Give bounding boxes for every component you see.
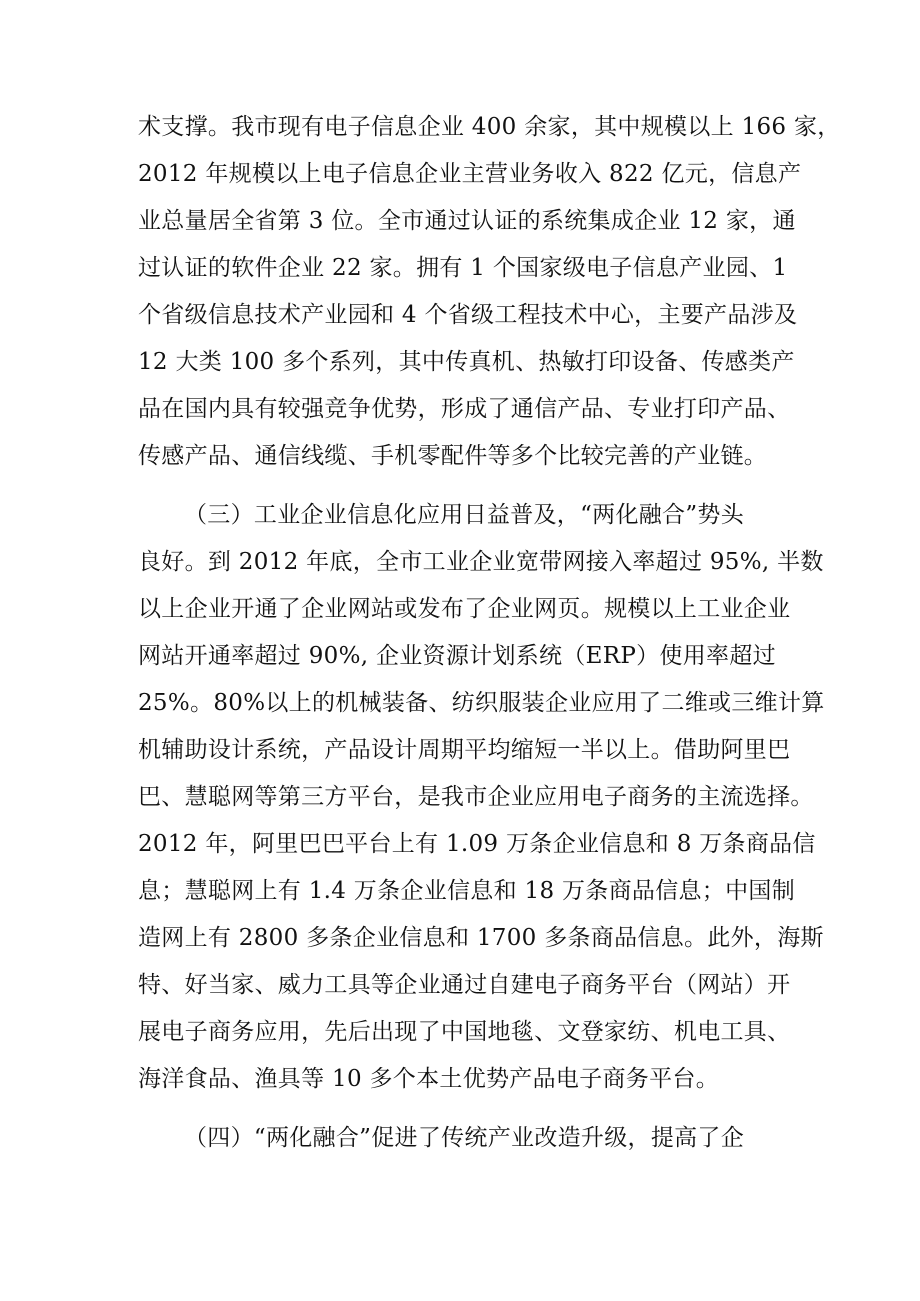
text-line: 特、好当家、威力工具等企业通过自建电子商务平台（网站）开 [138, 972, 791, 998]
text-line: 业总量居全省第 3 位。全市通过认证的系统集成企业 12 家，通 [138, 208, 796, 234]
text-line: 25%。80%以上的机械装备、纺织服装企业应用了二维或三维计算 [138, 690, 825, 716]
text-line: 2012 年规模以上电子信息企业主营业务收入 822 亿元，信息产 [138, 161, 802, 187]
text-line: 传感产品、通信线缆、手机零配件等多个比较完善的产业链。 [138, 443, 768, 469]
text-line: 术支撑。我市现有电子信息企业 400 余家，其中规模以上 166 家， [138, 114, 841, 140]
text-line: 巴、慧聪网等第三方平台，是我市企业应用电子商务的主流选择。 [138, 784, 814, 810]
text-line: 过认证的软件企业 22 家。拥有 1 个国家级电子信息产业园、1 [138, 255, 788, 281]
text-line: 机辅助设计系统，产品设计周期平均缩短一半以上。借助阿里巴 [138, 737, 791, 763]
text-line: 展电子商务应用，先后出现了中国地毯、文登家纺、机电工具、 [138, 1019, 791, 1045]
text-line: 2012 年，阿里巴巴平台上有 1.09 万条企业信息和 8 万条商品信 [138, 831, 816, 857]
text-line: 品在国内具有较强竞争优势，形成了通信产品、专业打印产品、 [138, 396, 791, 422]
section-three-heading-line: （三）工业企业信息化应用日益普及，“两化融合”势头 [184, 502, 745, 528]
text-line: 个省级信息技术产业园和 4 个省级工程技术中心，主要产品涉及 [138, 302, 798, 328]
text-line: 造网上有 2800 多条企业信息和 1700 多条商品信息。此外，海斯 [138, 925, 824, 951]
text-line: 息；慧聪网上有 1.4 万条企业信息和 18 万条商品信息；中国制 [138, 878, 795, 904]
text-line: 以上企业开通了企业网站或发布了企业网页。规模以上工业企业 [138, 596, 791, 622]
text-line: 良好。到 2012 年底，全市工业企业宽带网接入率超过 95%, 半数 [138, 549, 824, 575]
text-line: 12 大类 100 多个系列，其中传真机、热敏打印设备、传感类产 [138, 349, 795, 375]
text-line: 海洋食品、渔具等 10 多个本土优势产品电子商务平台。 [138, 1066, 719, 1092]
text-line: 网站开通率超过 90%, 企业资源计划系统（ERP）使用率超过 [138, 643, 776, 669]
section-four-heading-line: （四）“两化融合”促进了传统产业改造升级，提高了企 [184, 1125, 745, 1151]
